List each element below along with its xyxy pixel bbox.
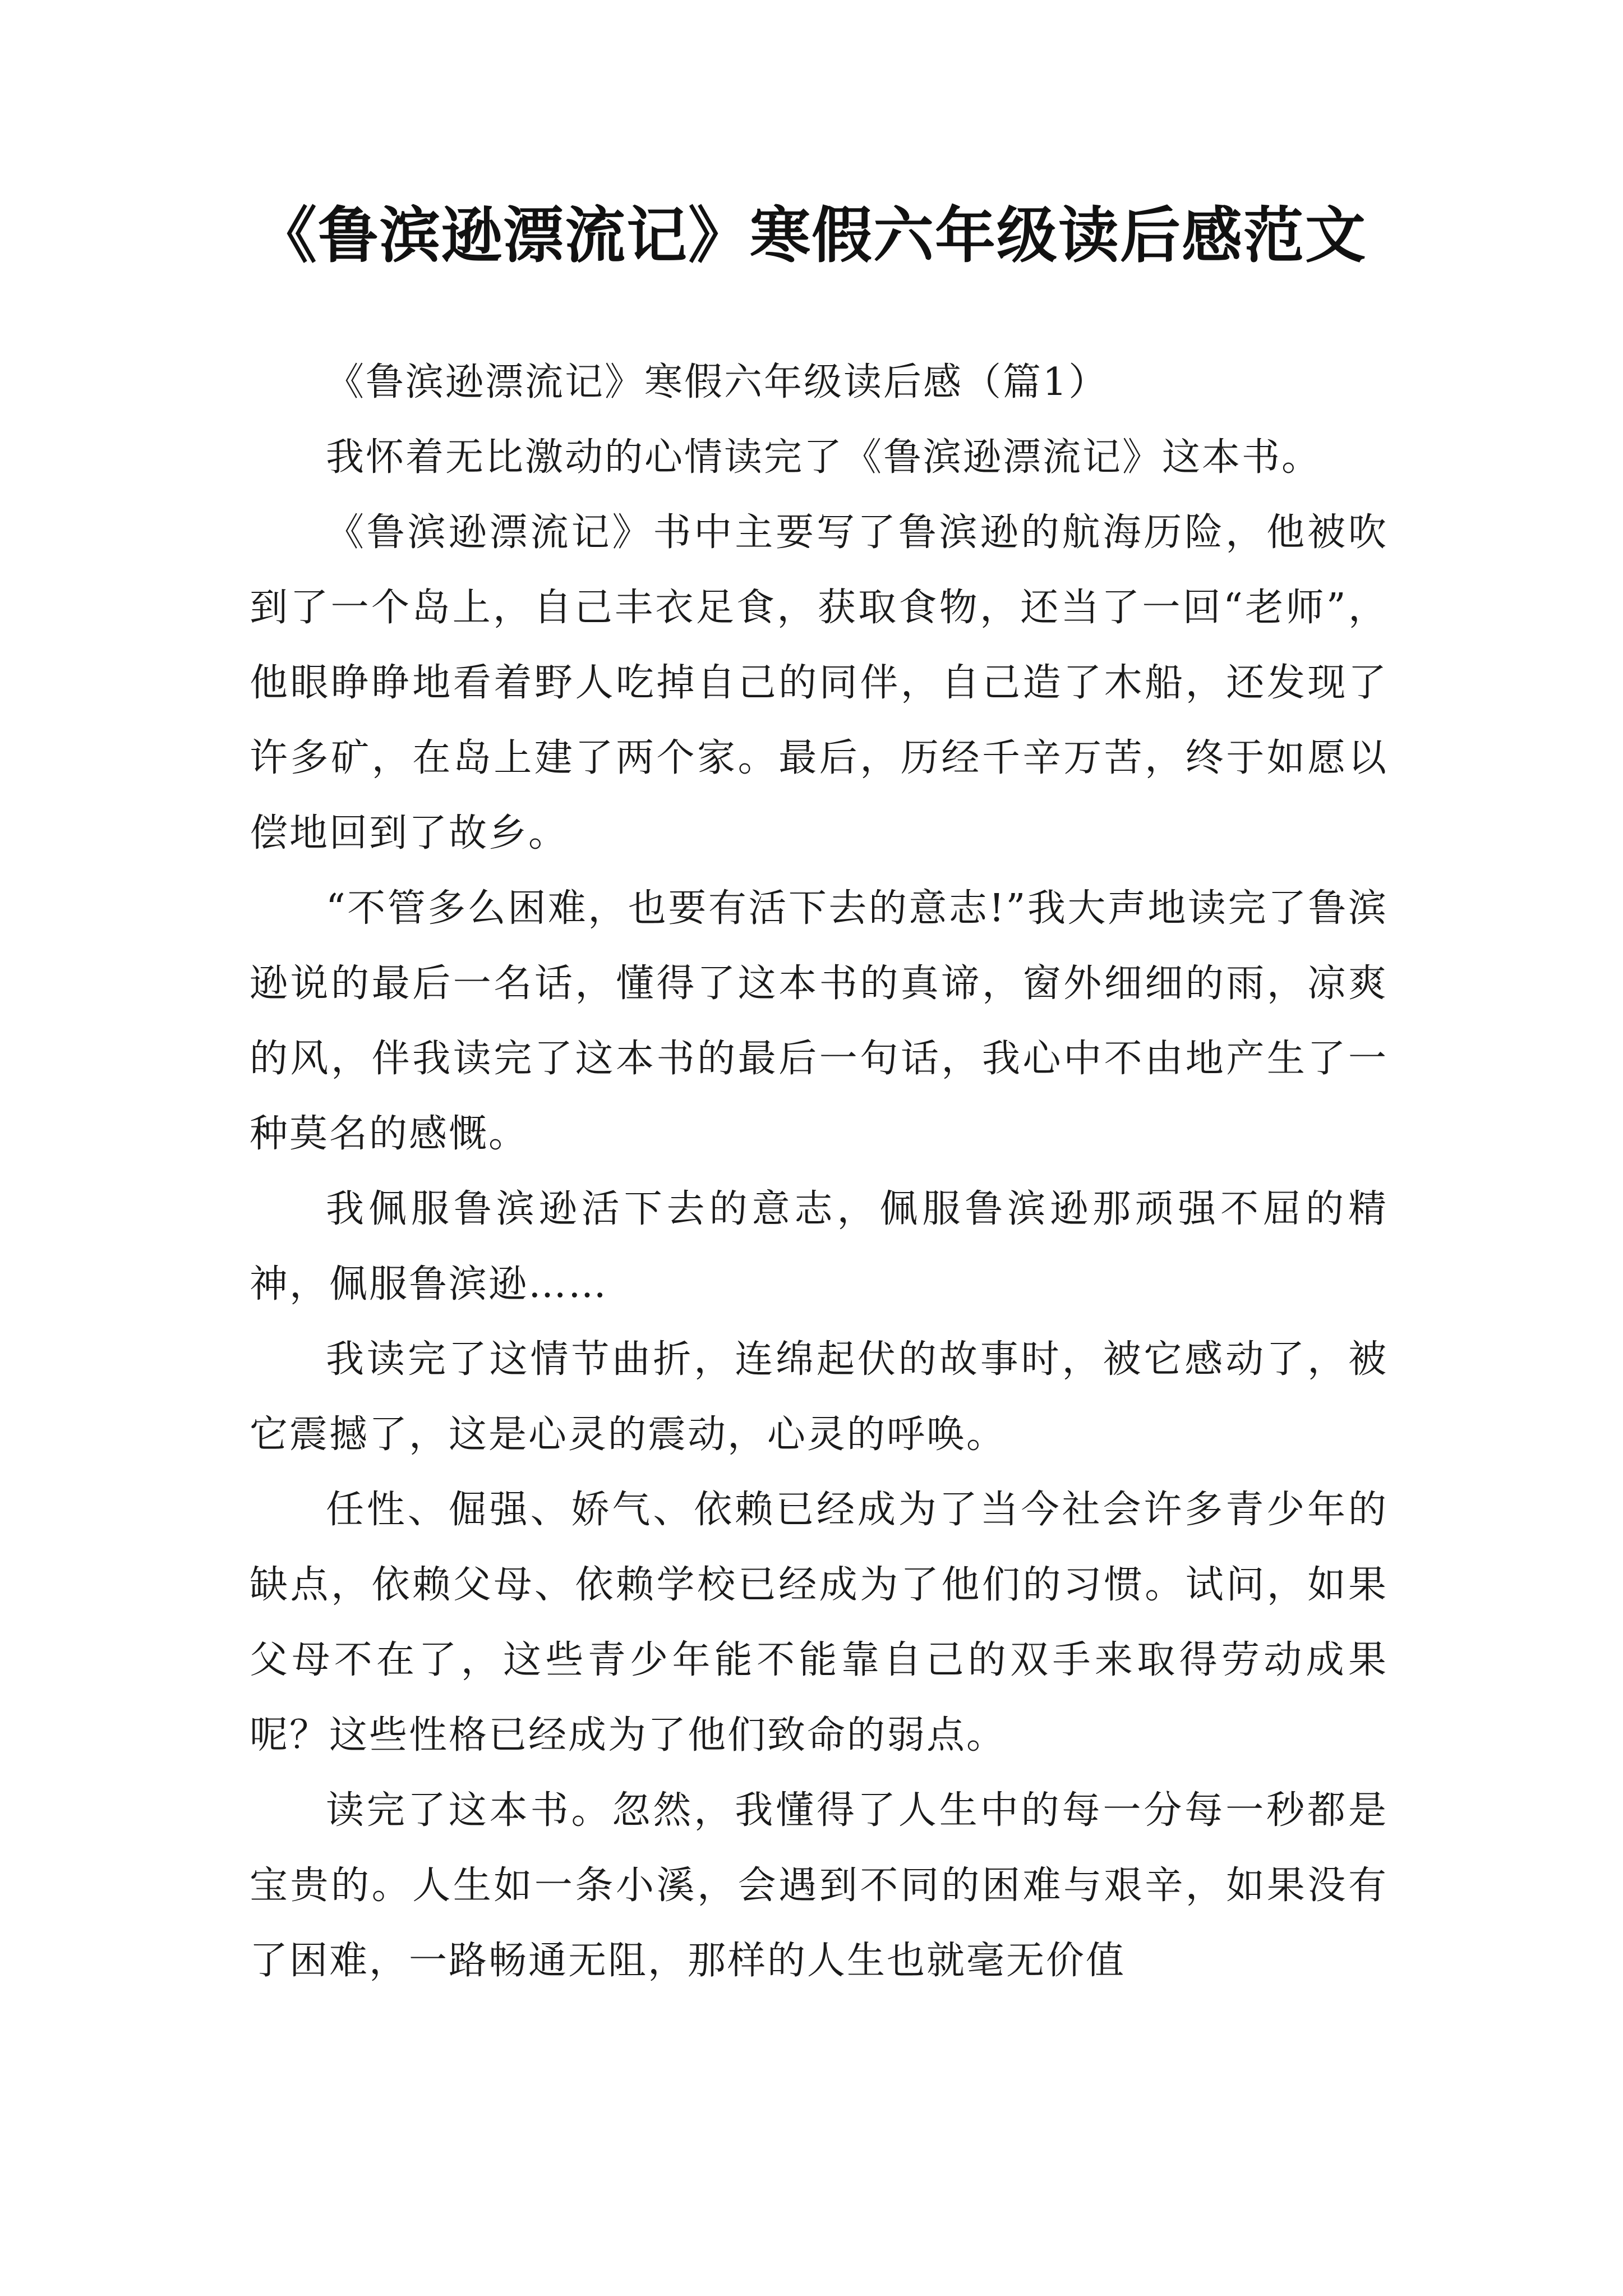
document-body xyxy=(250,345,1388,1999)
paragraph: 《鲁滨逊漂流记》书中主要写了鲁滨逊的航海历险，他被吹到了一个岛上，自己丰衣足食，获取食物，还当了一回“老师”，他眼睁睁地看着野人吃掉自己的同伴，自己造了木船，还发现了许多矿，在岛上建了两个家。最后，历经千辛万苦，终于如愿以偿地回到了故乡。 xyxy=(250,510,1388,855)
paragraph: 读完了这本书。忽然，我懂得了人生中的每一分每一秒都是宝贵的。人生如一条小溪，会遇到不同的困难与艰辛，如果没有了困难，一路畅通无阻，那样的人生也就毫无价值 xyxy=(250,1788,1388,1983)
paragraph: 我读完了这情节曲折，连绵起伏的故事时，被它感动了，被它震撼了，这是心灵的震动，心灵的呼唤。 xyxy=(250,1337,1388,1457)
paragraph: 我怀着无比激动的心情读完了《鲁滨逊漂流记》这本书。 xyxy=(326,435,1322,480)
paragraph: 任性、倔强、娇气、依赖已经成为了当今社会许多青少年的缺点，依赖父母、依赖学校已经成为了他们的习惯。试问，如果父母不在了，这些青少年能不能靠自己的双手来取得劳动成果呢？这些性格已经成为了他们致命的弱点。 xyxy=(250,1488,1388,1757)
section-heading: 《鲁滨逊漂流记》寒假六年级读后感（篇1） xyxy=(326,360,1109,404)
document-title: 《鲁滨逊漂流记》寒假六年级读后感范文 xyxy=(256,200,1367,271)
paragraph: 我佩服鲁滨逊活下去的意志，佩服鲁滨逊那顽强不屈的精神，佩服鲁滨逊…… xyxy=(250,1187,1388,1306)
paragraph: “不管多么困难，也要有活下去的意志!”我大声地读完了鲁滨逊说的最后一名话，懂得了这本书的真谛，窗外细细的雨，凉爽的风，伴我读完了这本书的最后一句话，我心中不由地产生了一种莫名的感慨。 xyxy=(250,886,1388,1156)
